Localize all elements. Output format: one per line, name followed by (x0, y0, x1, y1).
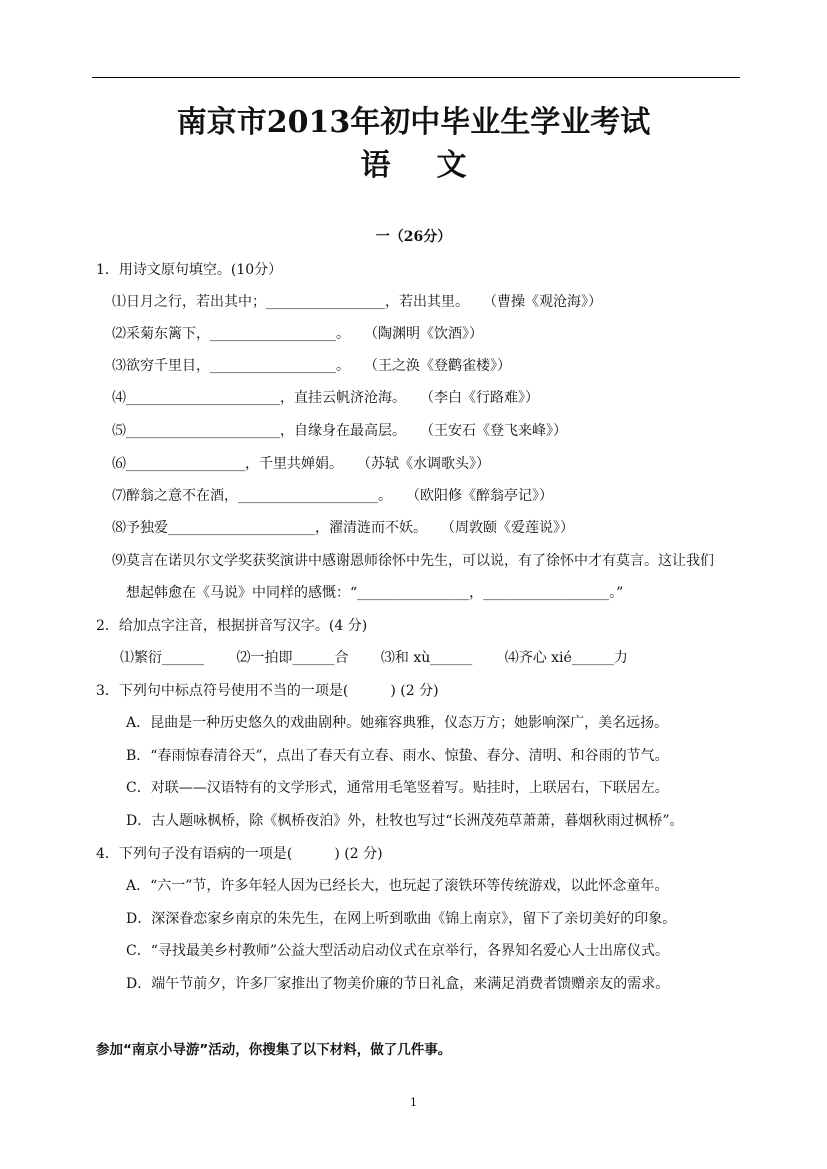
q1-stem: 1．用诗文原句填空。(10分） (96, 262, 283, 278)
q1-item-2: ⑵采菊东篱下，__________________。 （陶渊明《饮酒》） (112, 326, 483, 342)
subject-title: 语文 (360, 148, 513, 183)
q1-item-5: ⑸______________________，自缘身在最高层。 （王安石《登飞来峰》） (112, 423, 567, 439)
q3-option-c: C．对联——汉语特有的文学形式，通常用毛笔竖着写。贴挂时，上联居右，下联居左。 (126, 780, 669, 796)
q4-option-a: A．“六一”节，许多年轻人因为已经长大，也玩起了滚铁环等传统游戏，以此怀念童年。 (126, 878, 669, 894)
q1-item-8: ⑻予独爱_____________________，濯清涟而不妖。 （周敦颐《爱莲说》） (112, 520, 574, 536)
header-rule (92, 77, 740, 78)
page-number: 1 (410, 1096, 417, 1109)
q1-item-3: ⑶欲穷千里目，__________________。 （王之涣《登鹳雀楼》） (112, 358, 511, 374)
section-heading: 一（26分） (375, 229, 452, 245)
q1-item-6: ⑹_________________，千里共婵娟。 （苏轼《水调歌头》） (112, 456, 490, 472)
q4-stem: 4．下列句子没有语病的一项是( ) (2 分) (96, 846, 383, 862)
q1-item-1: ⑴日月之行，若出其中；_________________，若出其里。 （曹操《观沧海》） (112, 294, 602, 310)
q2-items: ⑴繁衍______ ⑵一拍即______合 ⑶和 xù______ ⑷齐心 xié______力 (120, 650, 628, 666)
activity-intro: 参加“南京小导游”活动，你搜集了以下材料，做了几件事。 (96, 1042, 452, 1058)
q4-option-d: D．端午节前夕，许多厂家推出了物美价廉的节日礼盒，来满足消费者馈赠亲友的需求。 (126, 976, 670, 992)
q1-item-9: ⑼莫言在诺贝尔文学奖获奖演讲中感谢恩师徐怀中先生，可以说，有了徐怀中才有莫言。这让我们 (112, 553, 714, 569)
q3-option-b: B．“春雨惊春清谷天”，点出了春天有立春、雨水、惊蛰、春分、清明、和谷雨的节气。 (126, 748, 669, 764)
exam-title: 南京市2013年初中毕业生学业考试 (176, 105, 651, 140)
q3-option-a: A．昆曲是一种历史悠久的戏曲剧种。她雍容典雅，仪态万方；她影响深广，美名远扬。 (126, 715, 669, 731)
q3-stem: 3．下列句中标点符号使用不当的一项是( ) (2 分) (96, 683, 439, 699)
q4-option-c: C．“寻找最美乡村教师”公益大型活动启动仪式在京举行，各界知名爱心人士出席仪式。 (126, 943, 670, 959)
q2-stem: 2．给加点字注音，根据拼音写汉字。(4 分) (96, 618, 368, 634)
q4-option-b: D．深深眷恋家乡南京的朱先生，在网上听到歌曲《锦上南京》，留下了亲切美好的印象。 (126, 911, 677, 927)
q1-item-4: ⑷______________________，直挂云帆济沧海。 （李白《行路难》） (112, 390, 539, 406)
q1-item-9-cont: 想起韩愈在《马说》中同样的感慨：“________________，__________________。” (126, 585, 624, 601)
q1-item-7: ⑺醉翁之意不在酒，____________________。 （欧阳修《醉翁亭记》） (112, 488, 553, 504)
q3-option-d: D．古人题咏枫桥，除《枫桥夜泊》外，杜牧也写过“长洲茂苑草萧萧，暮烟秋雨过枫桥”。 (126, 813, 684, 829)
